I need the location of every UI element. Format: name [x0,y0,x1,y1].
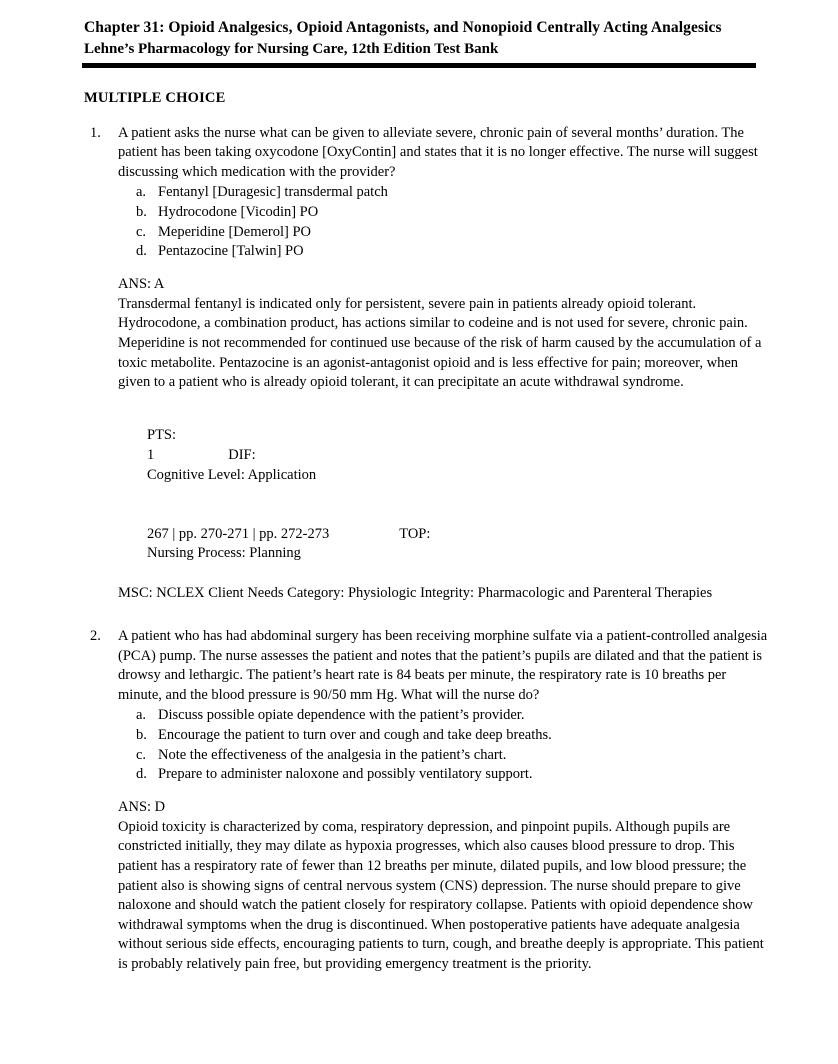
answer-value: D [154,799,166,816]
answer-choices [118,706,768,785]
choice-text: Meperidine [Demerol] PO [158,223,312,240]
choice-text: Encourage the patient to turn over and cough and take deep breaths. [158,726,552,743]
choice-letter: b. [136,203,147,220]
question-metadata [118,407,768,603]
msc-value: NCLEX Client Needs Category: Physiologic Integrity: Pharmacologic and Parenteral Therapies [156,584,713,601]
question-number: 2. [90,628,101,645]
section-heading: MULTIPLE CHOICE [84,89,226,106]
meta-pts-dif [118,407,768,505]
question-item [84,124,768,604]
question-item [84,627,768,975]
answer-value: A [153,276,165,293]
choice-letter: b. [136,726,147,743]
answer-line [118,798,768,818]
top-value: Nursing Process: Planning [147,545,301,562]
top-label: TOP: [399,525,431,542]
pts-label: PTS: [147,427,177,444]
meta-ref-top [118,505,768,584]
title-divider [82,63,756,68]
question-stem: A patient asks the nurse what can be given to alleviate severe, chronic pain of several months’ duration. The patient has been taking oxycodone [OxyContin] and states that it is no longer effective. The nurse will suggest discussing which medication with the provider? [118,124,758,180]
choice-text: Fentanyl [Duragesic] transdermal patch [158,184,388,201]
choice-item[interactable] [136,203,768,223]
page-title: Chapter 31: Opioid Analgesics, Opioid Antagonists, and Nonopioid Centrally Acting Analgesics [84,19,722,36]
choice-letter: d. [136,243,147,260]
choice-text: Pentazocine [Talwin] PO [158,243,304,260]
meta-msc [118,584,768,604]
choice-item[interactable] [136,183,768,203]
dif-label: DIF: [228,447,256,464]
answer-choices [118,183,768,262]
ref-value: 267 | pp. 270-271 | pp. 272-273 [147,525,330,542]
choice-letter: d. [136,766,147,783]
choice-item[interactable] [136,726,768,746]
choice-text: Discuss possible opiate dependence with the patient’s provider. [158,707,525,724]
choice-letter: a. [136,184,147,201]
choice-letter: a. [136,707,147,724]
choice-item[interactable] [136,223,768,243]
answer-label: ANS: [118,276,152,293]
question-number: 1. [90,124,101,141]
choice-item[interactable] [136,706,768,726]
choice-text: Prepare to administer naloxone and possibly ventilatory support. [158,766,533,783]
msc-label: MSC: [118,584,153,601]
answer-label: ANS: [118,799,152,816]
choice-letter: c. [136,223,147,240]
question-stem: A patient who has had abdominal surgery has been receiving morphine sulfate via a patient-controlled analgesia (PCA) pump. The nurse assesses the patient and notes that the patient’s pupils are dilated and that the patient is drowsy and lethargic. The patient’s heart rate is 84 beats per minute, the respiratory rate is 10 breaths per minute, and the blood pressure is 90/50 mm Hg. What will the nurse do? [118,628,768,703]
choice-item[interactable] [136,746,768,766]
rationale-text: Transdermal fentanyl is indicated only for persistent, severe pain in patients already opioid tolerant. Hydrocodone, a combination product, has actions similar to codeine and is not used for severe, chronic pain. Meperidine is not recommended for continued use because of the risk of harm caused by the accumulation of a toxic metabolite. Pentazocine is an agonist-antagonist opioid and is less effective for pain; moreover, when given to a patient who is already opioid tolerant, it can precipitate an acute withdrawal syndrome. [118,295,762,391]
rationale-text: Opioid toxicity is characterized by coma, respiratory depression, and pinpoint pupils. Although pupils are constricted initially, they may dilate as hypoxia progresses, which also causes blood pressure to drop. This patient has a respiratory rate of fewer than 12 breaths per minute, dilated pupils, and low blood pressure; the patient also is showing signs of central nervous system (CNS) depression. The nurse should prepare to give naloxone and should watch the patient closely for respiratory collapse. Patients with opioid dependence show withdrawal symptoms when the drug is discontinued. When postoperative patients have adequate analgesia without serious side effects, encouraging patients to turn, cough, and breathe deeply is appropriate. This patient is probably relatively pain free, but providing emergency treatment is the priority. [118,818,764,973]
answer-line [118,275,768,295]
pts-value: 1 [147,447,155,464]
choice-letter: c. [136,746,147,763]
choice-item[interactable] [136,765,768,785]
choice-item[interactable] [136,242,768,262]
page-subtitle: Lehne’s Pharmacology for Nursing Care, 12th Edition Test Bank [84,41,499,58]
choice-text: Hydrocodone [Vicodin] PO [158,203,319,220]
choice-text: Note the effectiveness of the analgesia in the patient’s chart. [158,746,507,763]
dif-value: Cognitive Level: Application [147,466,317,483]
